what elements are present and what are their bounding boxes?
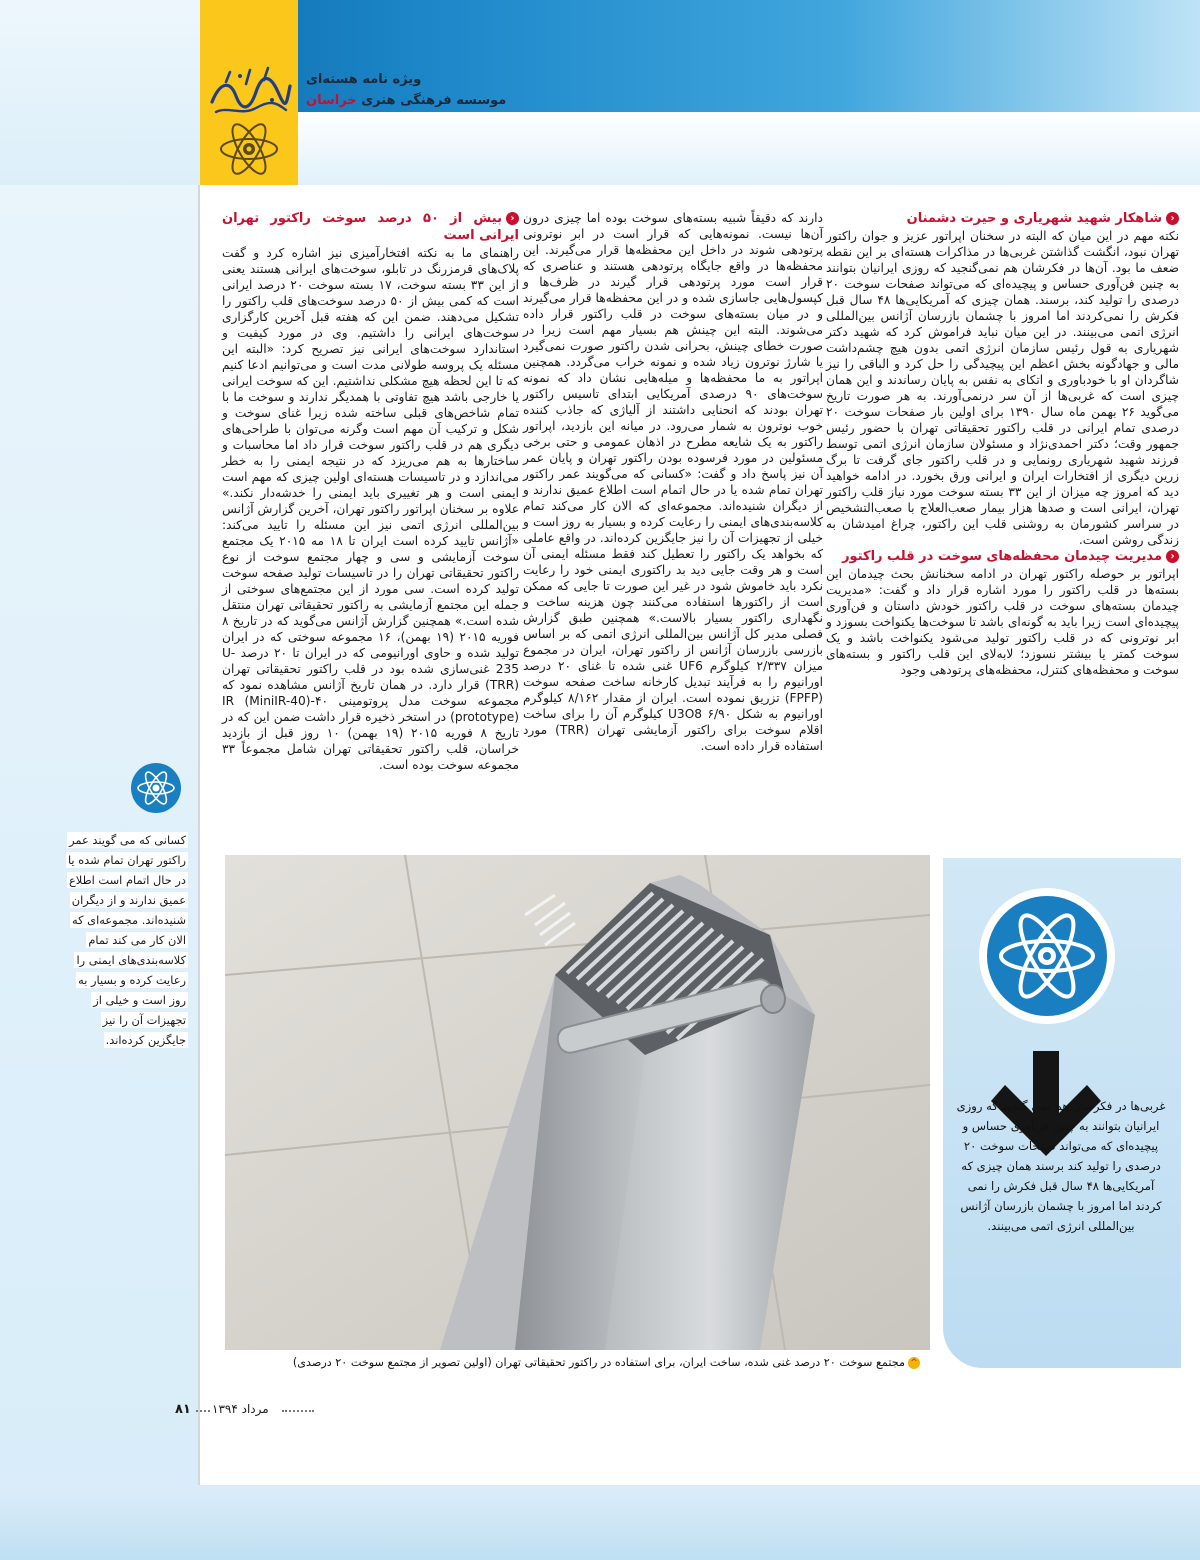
article-column-right <box>826 210 1179 678</box>
paragraph: نکته مهم در این میان که البته در سخنان اپراتور عزیز و جوان راکتور تهران نبود، انگشت گذاشتن غربی‌ها در مذاکرات هسته‌ای بر این نقطه ضعف ما بود. آن‌ها در فکرشان هم نمی‌گنجید که روزی ایرانیان بتوانند به چنین فن‌آوری حساس و پیچیده‌ای که می‌تواند صفحات سوخت ۲۰ درصدی را تولید کند، برسند. همان چیزی که آمریکایی‌ها ۴۸ سال قبل فکرش را نمی‌کردند اما امروز با چشمان بازرسان آژانس بین‌المللی انرژی اتمی می‌بینند. در این میان نباید فراموش کرد که شهید دکتر شهریاری به قول رئیس سازمان انرژی اتمی بدون هیچ چشم‌داشت مالی و جهادگونه بخش اعظم این پیچیدگی را حل کرد و الباقی را نیز شاگردان او با خودباوری و اتکای به نفس به پایان رساندند و این همان چیزی است که غربی‌ها از آن سر درنمی‌آورند. به هر صورت تاریخ می‌گوید ۲۶ بهمن ماه سال ۱۳۹۰ برای اولین بار صفحات سوخت ۲۰ درصدی تمام ایرانی در قلب راکتور تحقیقاتی تهران با حضور رئیس جمهور وقت؛ دکتر احمدی‌نژاد و مسئولان سازمان انرژی اتمی توسط فرزند شهید شهریاری رونمایی و در قلب راکتور جای گرفت تا برگ زرین دیگری از افتخارات ایران و ایرانی ورق بخورد. در ادامه خواهید دید که امروز چه میزان از این ۳۳ بسته سوخت مورد نیاز قلب راکتور تهران، ایرانی است و صدها هزار بیمار صعب‌العلاج با صعب‌التشخیص در سراسر کشورمان به روشنی قلب این راکتور، چراغ امیدشان به زندگی روشن است. <box>826 229 1179 547</box>
footer-divider <box>196 1410 210 1412</box>
heading-text: بیش از ۵۰ درصد سوخت راکتور تهران ایرانی است <box>222 211 519 243</box>
paragraph: راهنمای ما به نکته افتخارآمیزی نیز اشاره کرد و گفت پلاک‌های قرمزرنگ در تابلو، سوخت‌های ایرانی هستند یعنی از این ۳۳ بسته سوخت، ۱۷ بسته سوخت ۲۰ درصد ایرانی است که کمی بیش از ۵۰ درصد سوخت‌های قلب راکتور را تشکیل می‌دهند. ضمن این که هفته قبل آخرین کارگزاری سوخت‌های ایرانی را داشتیم. وی در مورد کیفیت و استاندارد سوخت‌های ایرانی نیز تصریح کرد: «البته این مسئله یک پروسه طولانی مدت است و می‌توانیم ادعا کنیم که تا این لحظه هیچ مشکلی نداشتیم. این که سوخت ایرانی یا خارجی باشد هیچ تفاوتی با همدیگر ندارند و سوخت ما با تمام شاخص‌های قبلی ساخته شده زیرا غنای سوخت و شکل و ترکیب آن مهم است وگرنه می‌توان با طراحی‌های دیگری هم در قلب راکتور سوخت قرار داد اما محاسبات و ساختارها به هم می‌ریزد که در نتیجه ایمنی را به خطر می‌اندازد و در تاسیسات هسته‌ای اولین چیزی که مهم است ایمنی است و هر تغییری باید ایمنی را خدشه‌دار نکند.» علاوه بر سخنان اپراتور راکتور تهران، آخرین گزارش آژانس بین‌المللی انرژی اتمی نیز این مسئله را تایید می‌کند: «آژانس تایید کرده است ایران تا ۱۸ مه ۲۰۱۵ یک مجتمع سوخت آزمایشی و سی و چهار مجتمع سوخت از نوع راکتور تحقیقاتی تهران را در تاسیسات تولید صفحه سوخت تولید کرده است. سی مورد از این مجتمع‌های سوختی از جمله این مجتمع آزمایشی به راکتور تحقیقاتی تهران منتقل شده است.» همچنین گزارش آژانس می‌گوید که در تاریخ ۸ فوریه ۲۰۱۵ (۱۹ بهمن)، ۱۶ مجموعه سوختی که در ایران تولید شده و حاوی اورانیومی که در ایران تا ۲۰ درصد U-235 غنی‌سازی شده بود در قلب راکتور تحقیقاتی تهران (TRR) قرار دارد. در همان تاریخ آژانس مشاهده نمود که مجموعه سوخت مدل پروتومینی ۴۰-IR (MiniIR-40) (prototype) در استخر ذخیره قرار داشت ضمن این که در تاریخ ۸ فوریه ۲۰۱۵ (۱۹ بهمن) ۱۰ روز قبل از بازدید خراسان، قلب راکتور تحقیقاتی تهران شامل مجموعاً ۳۳ مجموعه سوخت بوده است. <box>222 246 520 772</box>
pull-quote <box>62 830 188 1050</box>
sidebar-top <box>0 0 200 185</box>
footer-band <box>0 1485 1200 1560</box>
logo-tab <box>200 0 298 185</box>
callout-text: غربی‌ها در فکرشان هم نمی گنجید که روزی ایرانیان بتوانند به چنین فن‌آوری حساس و پیچیده‌ای که می‌تواند صفحات سوخت ۲۰ درصدی را تولید کند برسند همان چیزی که آمریکایی‌ها ۴۸ سال قبل فکرش را نمی کردند اما امروز با چشمان بازرسان آژانس بین‌المللی انرژی اتمی می‌بینند. <box>956 1099 1166 1233</box>
publisher-line <box>306 93 506 108</box>
atom-icon <box>977 886 1117 1026</box>
photo-caption <box>292 1356 920 1369</box>
heading-text: شاهکار شهید شهریاری و حیرت دشمنان <box>906 211 1162 226</box>
atom-icon <box>130 762 182 814</box>
caption-text: مجتمع سوخت ۲۰ درصد غنی شده، ساخت ایران، برای استفاده در راکتور تحقیقاتی تهران (اولین تصویر از مجتمع سوخت ۲۰ درصدی) <box>292 1356 905 1369</box>
paragraph: دارند که دقیقاً شبیه بسته‌های سوخت بوده اما چیزی درون آن‌ها نیست. نمونه‌هایی که قرار است در ابر نوترونی پرتودهی شوند در داخل این محفظه‌ها قرار می‌گیرند. این محفظه‌ها در واقع جایگاه پرتودهی هستند و عناصری که قرار است مورد پرتودهی قرار گیرند در ظرف‌ها و کپسول‌هایی جاسازی شده و در این محفظه‌ها قرار می‌گیرند و در میان بسته‌های سوخت در قلب راکتور قرار داده می‌شوند. البته این چینش هم بسیار مهم است زیرا در صورت خطای چینش، بحرانی شدن راکتور صورت نمی‌گیرد یا شارژ نوترون زیاد شده و نمونه خراب می‌گردد. همچنین اپراتور به ما محفظه‌ها و میله‌هایی نشان داد که نمونه سوخت‌های ۹۰ درصدی آمریکایی ابتدای تاسیس راکتور تهران بودند که انحنایی داشتند از آلیاژی که جاذب کننده خوب نوترون به شمار می‌رود. در میانه این بازدید، اپراتور راکتور به یک شایعه مطرح در اذهان عمومی و حتی برخی مسئولین در مورد فرسوده بودن راکتور تهران و پایان عمر آن نیز پاسخ داد و گفت: «کسانی که می‌گویند عمر راکتور تهران تمام شده یا در حال اتمام است اطلاع عمیق ندارند و از دیگران شنیده‌اند. مجموعه‌ای که الان کار می‌کند تمام کلاسه‌بندی‌های ایمنی را رعایت کرده و بسیار به روز است و خیلی از تجهیزات آن را نیز جایگزین کرده‌اند. در واقع عاملی که بخواهد یک راکتور را تعطیل کند فقط مسئله ایمنی آن است و هر وقت جایی دید بد راکتوری ایمنی خود را رعایت نکرد باید خاموش شود در غیر این صورت تا جایی که ممکن است از راکتورها استفاده می‌کنند چون هزینه ساخت و نگهداری راکتور بسیار بالاست.» همچنین طبق گزارش فصلی مدیر کل آژانس بین‌المللی انرژی اتمی که بر اساس بازرسی بازرسان آژانس از راکتور تهران، ایران در مجموع میزان ۲/۳۳۷ کیلوگرم UF6 غنی شده تا غنای ۲۰ درصد اورانیوم را به فرآیند تبدیل کارخانه ساخت صفحه سوخت (FPFP) تزریق نموده است. ایران از مقدار ۸/۱۶۲ کیلوگرم اورانیوم به شکل U3O8 ۶/۹۰ کیلوگرم آن را برای ساخت اقلام سوخت برای راکتور آزمایشی تهران (TRR) مورد استفاده قرار داده است. <box>523 211 824 753</box>
publisher-name: خراسان <box>306 93 357 108</box>
page-number: ۸۱ <box>175 1402 191 1417</box>
heading-text: مدیریت چیدمان محفظه‌های سوخت در قلب راکتور <box>842 549 1162 564</box>
section-heading <box>826 548 1179 565</box>
section-heading <box>826 210 1179 227</box>
chevron-left-icon: ‹ <box>1166 550 1179 563</box>
fuel-assembly-photo <box>225 855 930 1350</box>
article-column-middle <box>523 210 823 754</box>
atom-icon <box>218 118 280 180</box>
section-heading <box>222 210 519 244</box>
chevron-left-icon: ‹ <box>1166 212 1179 225</box>
footer-divider <box>282 1410 314 1412</box>
caret-up-icon: ^ <box>908 1357 920 1369</box>
fuel-assembly-image <box>225 855 930 1350</box>
special-issue-title: ویژه نامه هسته‌ای <box>306 72 422 87</box>
calligraphy-logo <box>206 62 292 122</box>
chevron-left-icon: ‹ <box>506 212 519 225</box>
paragraph: اپراتور بر حوصله راکتور تهران در ادامه سخنانش بحث چیدمان این بسته‌ها در قلب راکتور را مورد اشاره قرار داد و گفت: «مدیریت چیدمان بسته‌های سوخت در قلب راکتور خودش داستان و فن‌آوری پیچیده‌ای است زیرا باید به گونه‌ای باشد تا سوخت‌ها یکنواخت بسوزد و ابر نوترونی که در قلب راکتور تولید می‌شود یکنواخت باشد و یک سوخت کمتر یا بیشتر نسوزد؛ لابه‌لای این قلب راکتور و بسته‌های سوخت و محفظه‌های کنترل، محفظه‌های پرتودهی وجود <box>826 567 1179 677</box>
issue-date: مرداد ۱۳۹۴ <box>212 1402 269 1416</box>
pull-quote-text: کسانی که می گویند عمر راکتور تهران تمام شده یا در حال اتمام است اطلاع عمیق ندارند و از دیگران شنیده‌اند. مجموعه‌ای که الان کار می کند تمام کلاسه‌بندی‌های ایمنی را رعایت کرده و بسیار به روز است و خیلی از تجهیزات آن را نیز جایگزین کرده‌اند. <box>67 833 186 1047</box>
publisher-prefix: موسسه فرهنگی هنری <box>361 93 507 108</box>
callout-box <box>943 858 1181 1368</box>
sidebar-divider <box>198 185 200 1485</box>
article-column-left <box>222 210 519 773</box>
